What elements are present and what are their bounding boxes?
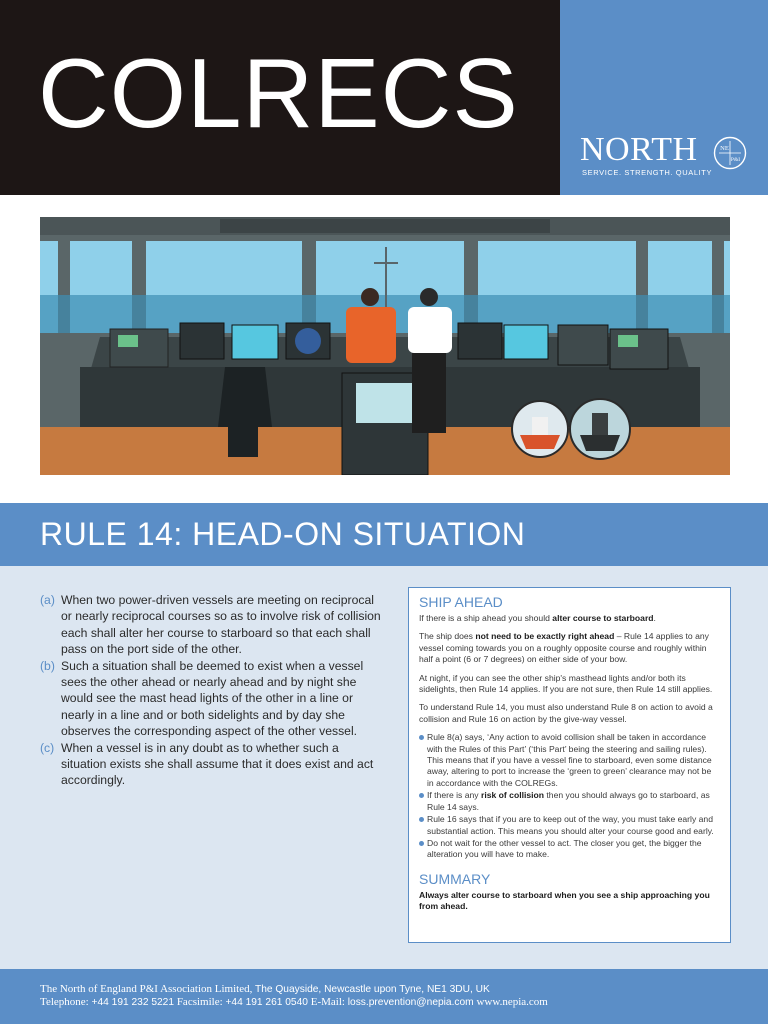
page-title: COLRECS [38, 38, 519, 148]
box-paragraph: If there is a ship ahead you should alter course to starboard. [419, 613, 656, 623]
clause-text: Such a situation shall be deemed to exist when a vessel sees the other ahead or nearly ahead and by night she would see the mast head lights of the other in a line or nearly in a line and or both sidelights and by day she observes the corresponding aspect of the other vessel. [61, 658, 364, 739]
rule-clause [40, 592, 385, 658]
rule-heading: RULE 14: HEAD-ON SITUATION [40, 516, 526, 552]
bridge-illustration [40, 217, 730, 475]
box-paragraph: At night, if you can see the other ship's masthead lights and/or both its sidelights, then Rule 14 applies. If you are not sure, then Rule 14 still applies. [419, 672, 713, 695]
clause-letter: (b) [40, 658, 55, 673]
bullet-dot-icon [419, 793, 424, 798]
rule-clause [40, 658, 385, 740]
rule-clause [40, 740, 385, 789]
bullet-item: Rule 8(a) says, ‘Any action to avoid collision shall be taken in accordance with the Rules of this Part’ (‘this Part’ being the steering and sailing rules). This means that if you have a vessel fine to starboard, even some distance away, altering to port to increase the ‘green to green’ clearance may not be in accordance with the COLREGs. [419, 732, 720, 789]
brand-tagline: SERVICE. STRENGTH. QUALITY [582, 168, 713, 177]
summary-text: Always alter course to starboard when you see a ship approaching you from ahead. [419, 889, 710, 912]
clause-letter: (c) [40, 740, 55, 755]
summary-heading: SUMMARY [419, 870, 491, 887]
bullet-dot-icon [419, 735, 424, 740]
rule-text-column [40, 592, 385, 789]
clause-text: When a vessel is in any doubt as to whether such a situation exists she shall assume that it does exist and act accordingly. [61, 740, 374, 788]
ship-ahead-box [408, 587, 731, 943]
bullet-item: If there is any risk of collision then you should always go to starboard, as Rule 14 says. [419, 790, 720, 813]
bullet-item: Rule 16 says that if you are to keep out of the way, you must take early and substantial action. This means you should alter your course good and early. [419, 814, 720, 837]
footer-contact: Telephone: +44 191 232 5221 Facsimile: +44 191 261 0540 E-Mail: loss.prevention@nepia.com www.nepia.com [40, 996, 548, 1008]
seal-text-ne: NE [720, 145, 729, 152]
bullet-dot-icon [419, 817, 424, 822]
footer-address: The North of England P&I Association Limited, The Quayside, Newcastle upon Tyne, NE1 3DU, UK [40, 983, 490, 995]
clause-text: When two power-driven vessels are meeting on reciprocal or nearly reciprocal courses so as to involve risk of collision each shall alter her course to starboard so that each shall pass on the port side of the other. [61, 593, 381, 657]
box-paragraph: To understand Rule 14, you must also understand Rule 8 on action to avoid a collision and Rule 16 on action by the give-way vessel. [419, 702, 713, 724]
bullet-dot-icon [419, 841, 424, 846]
clause-letter: (a) [40, 593, 55, 607]
seal-text-pi: P&I [730, 157, 741, 163]
pandi-seal-icon [713, 136, 747, 170]
brand-logo-text: NORTH [580, 131, 698, 168]
box-heading: SHIP AHEAD [419, 594, 503, 610]
bullet-item: Do not wait for the other vessel to act. The closer you get, the bigger the alteration you will have to make. [419, 838, 720, 861]
footer-website-link[interactable]: www.nepia.com [476, 996, 548, 1008]
box-paragraph: The ship does not need to be exactly right ahead – Rule 14 applies to any vessel coming towards you on a roughly opposite course and roughly within half a point (6 or 7 degrees) on either side of your bow. [419, 631, 709, 665]
